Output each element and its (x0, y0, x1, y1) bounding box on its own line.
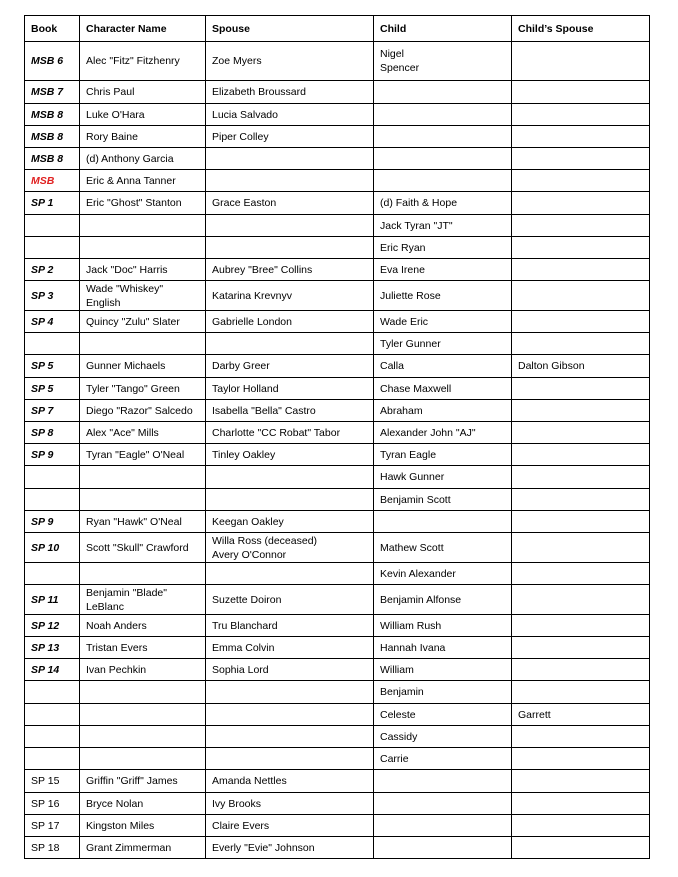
cell-book (25, 333, 80, 355)
cell-childs-spouse (512, 793, 650, 815)
cell-child: Eric Ryan (374, 237, 512, 259)
cell-book: MSB 8 (25, 126, 80, 148)
cell-character-name: Noah Anders (80, 615, 206, 637)
cell-book: MSB 8 (25, 104, 80, 126)
cell-childs-spouse (512, 311, 650, 333)
cell-character-name: (d) Anthony Garcia (80, 148, 206, 170)
table-row (25, 170, 650, 192)
cell-book: SP 17 (25, 815, 80, 837)
cell-spouse (206, 148, 374, 170)
cell-child: Wade Eric (374, 311, 512, 333)
cell-spouse (206, 489, 374, 511)
cell-book (25, 681, 80, 704)
cell-book: SP 3 (25, 281, 80, 311)
cell-childs-spouse (512, 192, 650, 215)
table-row (25, 681, 650, 704)
cell-childs-spouse (512, 563, 650, 585)
cell-character-name (80, 704, 206, 726)
cell-childs-spouse (512, 585, 650, 615)
cell-childs-spouse (512, 281, 650, 311)
cell-child (374, 770, 512, 793)
cell-spouse (206, 237, 374, 259)
cell-childs-spouse (512, 466, 650, 489)
cell-childs-spouse (512, 81, 650, 104)
table-body (25, 42, 650, 859)
cell-character-name (80, 215, 206, 237)
cell-book (25, 726, 80, 748)
cell-book (25, 237, 80, 259)
cell-spouse: Tinley Oakley (206, 444, 374, 466)
cell-spouse: Suzette Doiron (206, 585, 374, 615)
cell-child: Calla (374, 355, 512, 378)
cell-character-name: Chris Paul (80, 81, 206, 104)
cell-childs-spouse (512, 400, 650, 422)
cell-child: Abraham (374, 400, 512, 422)
cell-childs-spouse (512, 615, 650, 637)
cell-childs-spouse (512, 815, 650, 837)
cell-childs-spouse (512, 511, 650, 533)
cell-child: Tyler Gunner (374, 333, 512, 355)
cell-book: MSB 6 (25, 42, 80, 81)
cell-character-name (80, 726, 206, 748)
cell-character-name: Wade "Whiskey" English (80, 281, 206, 311)
cell-child: Alexander John "AJ" (374, 422, 512, 444)
cell-spouse: Sophia Lord (206, 659, 374, 681)
table-row (25, 281, 650, 311)
cell-spouse (206, 748, 374, 770)
cell-book (25, 215, 80, 237)
cell-childs-spouse (512, 533, 650, 563)
cell-book: SP 5 (25, 378, 80, 400)
table-row (25, 81, 650, 104)
table-row (25, 466, 650, 489)
cell-childs-spouse (512, 726, 650, 748)
cell-child (374, 104, 512, 126)
cell-childs-spouse: Dalton Gibson (512, 355, 650, 378)
cell-character-name: Alec "Fitz" Fitzhenry (80, 42, 206, 81)
cell-character-name: Quincy "Zulu" Slater (80, 311, 206, 333)
table-row (25, 533, 650, 563)
cell-book: MSB (25, 170, 80, 192)
cell-book: SP 18 (25, 837, 80, 859)
cell-character-name: Eric & Anna Tanner (80, 170, 206, 192)
cell-child: Celeste (374, 704, 512, 726)
cell-book: SP 1 (25, 192, 80, 215)
cell-childs-spouse (512, 126, 650, 148)
table-row (25, 615, 650, 637)
cell-childs-spouse (512, 637, 650, 659)
cell-spouse: Aubrey "Bree" Collins (206, 259, 374, 281)
cell-spouse: Ivy Brooks (206, 793, 374, 815)
cell-character-name: Jack "Doc" Harris (80, 259, 206, 281)
cell-book (25, 748, 80, 770)
cell-spouse: Taylor Holland (206, 378, 374, 400)
cell-child: Nigel Spencer (374, 42, 512, 81)
cell-book: SP 16 (25, 793, 80, 815)
cell-childs-spouse (512, 748, 650, 770)
table-row (25, 444, 650, 466)
cell-child: Hawk Gunner (374, 466, 512, 489)
cell-spouse (206, 704, 374, 726)
table-row (25, 726, 650, 748)
table-row (25, 333, 650, 355)
cell-character-name: Ryan "Hawk" O'Neal (80, 511, 206, 533)
table-row (25, 237, 650, 259)
cell-character-name: Griffin "Griff" James (80, 770, 206, 793)
cell-childs-spouse (512, 659, 650, 681)
cell-spouse: Katarina Krevnyv (206, 281, 374, 311)
table-header-row (25, 16, 650, 42)
cell-childs-spouse (512, 215, 650, 237)
cell-child: William (374, 659, 512, 681)
cell-child: Jack Tyran "JT" (374, 215, 512, 237)
cell-childs-spouse (512, 770, 650, 793)
cell-spouse: Zoe Myers (206, 42, 374, 81)
cell-spouse (206, 170, 374, 192)
cell-character-name: Tyran "Eagle" O'Neal (80, 444, 206, 466)
cell-character-name: Diego "Razor" Salcedo (80, 400, 206, 422)
cell-book (25, 466, 80, 489)
cell-childs-spouse (512, 42, 650, 81)
table-row (25, 148, 650, 170)
cell-child (374, 837, 512, 859)
cell-childs-spouse (512, 104, 650, 126)
cell-spouse: Darby Greer (206, 355, 374, 378)
cell-spouse (206, 215, 374, 237)
cell-character-name (80, 563, 206, 585)
cell-book: SP 14 (25, 659, 80, 681)
cell-book: SP 8 (25, 422, 80, 444)
header-child: Child (374, 16, 512, 42)
cell-spouse: Keegan Oakley (206, 511, 374, 533)
cell-childs-spouse (512, 837, 650, 859)
cell-book: SP 2 (25, 259, 80, 281)
cell-childs-spouse (512, 681, 650, 704)
cell-book (25, 704, 80, 726)
cell-child (374, 126, 512, 148)
cell-child (374, 148, 512, 170)
table-row (25, 126, 650, 148)
cell-child: Benjamin Alfonse (374, 585, 512, 615)
header-character-name: Character Name (80, 16, 206, 42)
cell-book: SP 13 (25, 637, 80, 659)
cell-character-name: Gunner Michaels (80, 355, 206, 378)
cell-character-name (80, 466, 206, 489)
cell-character-name: Alex "Ace" Mills (80, 422, 206, 444)
cell-book: SP 15 (25, 770, 80, 793)
cell-character-name: Luke O'Hara (80, 104, 206, 126)
cell-spouse: Gabrielle London (206, 311, 374, 333)
table-row (25, 659, 650, 681)
cell-book (25, 563, 80, 585)
cell-child (374, 793, 512, 815)
cell-child: Cassidy (374, 726, 512, 748)
cell-character-name: Kingston Miles (80, 815, 206, 837)
cell-child: Eva Irene (374, 259, 512, 281)
cell-childs-spouse (512, 237, 650, 259)
cell-childs-spouse (512, 489, 650, 511)
cell-spouse (206, 563, 374, 585)
cell-character-name (80, 489, 206, 511)
cell-spouse: Isabella "Bella" Castro (206, 400, 374, 422)
table-row (25, 422, 650, 444)
cell-book: SP 5 (25, 355, 80, 378)
cell-spouse: Elizabeth Broussard (206, 81, 374, 104)
cell-child (374, 81, 512, 104)
table-row (25, 837, 650, 859)
table-row (25, 748, 650, 770)
cell-childs-spouse (512, 422, 650, 444)
table-row (25, 563, 650, 585)
table-row (25, 259, 650, 281)
cell-book: SP 10 (25, 533, 80, 563)
cell-book: MSB 7 (25, 81, 80, 104)
cell-character-name (80, 333, 206, 355)
cell-spouse: Tru Blanchard (206, 615, 374, 637)
cell-book: SP 9 (25, 444, 80, 466)
table-row (25, 489, 650, 511)
document-page (24, 15, 649, 859)
cell-child: Mathew Scott (374, 533, 512, 563)
table-row (25, 770, 650, 793)
header-childs-spouse: Child’s Spouse (512, 16, 650, 42)
cell-child: Kevin Alexander (374, 563, 512, 585)
cell-spouse: Lucia Salvado (206, 104, 374, 126)
cell-book: SP 7 (25, 400, 80, 422)
table-row (25, 704, 650, 726)
cell-childs-spouse (512, 259, 650, 281)
cell-character-name: Ivan Pechkin (80, 659, 206, 681)
cell-child (374, 511, 512, 533)
cell-book: SP 4 (25, 311, 80, 333)
cell-spouse: Charlotte "CC Robat" Tabor (206, 422, 374, 444)
table-row (25, 192, 650, 215)
cell-character-name (80, 748, 206, 770)
cell-character-name: Benjamin "Blade" LeBlanc (80, 585, 206, 615)
table-row (25, 104, 650, 126)
cell-child: (d) Faith & Hope (374, 192, 512, 215)
cell-spouse: Willa Ross (deceased) Avery O'Connor (206, 533, 374, 563)
cell-spouse: Emma Colvin (206, 637, 374, 659)
table-row (25, 42, 650, 81)
header-book: Book (25, 16, 80, 42)
table-row (25, 511, 650, 533)
cell-child: Carrie (374, 748, 512, 770)
cell-character-name (80, 237, 206, 259)
table-row (25, 637, 650, 659)
cell-character-name: Rory Baine (80, 126, 206, 148)
cell-child: Chase Maxwell (374, 378, 512, 400)
cell-spouse (206, 726, 374, 748)
cell-character-name (80, 681, 206, 704)
cell-childs-spouse (512, 148, 650, 170)
cell-book: SP 11 (25, 585, 80, 615)
table-row (25, 378, 650, 400)
character-table (24, 15, 650, 859)
cell-book: SP 9 (25, 511, 80, 533)
cell-childs-spouse (512, 444, 650, 466)
cell-spouse: Amanda Nettles (206, 770, 374, 793)
table-row (25, 311, 650, 333)
cell-child (374, 170, 512, 192)
cell-book: SP 12 (25, 615, 80, 637)
cell-spouse: Everly "Evie" Johnson (206, 837, 374, 859)
table-row (25, 793, 650, 815)
cell-spouse: Piper Colley (206, 126, 374, 148)
cell-child: William Rush (374, 615, 512, 637)
cell-childs-spouse (512, 333, 650, 355)
cell-childs-spouse: Garrett (512, 704, 650, 726)
cell-child (374, 815, 512, 837)
cell-child: Benjamin (374, 681, 512, 704)
table-row (25, 400, 650, 422)
cell-child: Hannah Ivana (374, 637, 512, 659)
cell-childs-spouse (512, 378, 650, 400)
cell-character-name: Tyler "Tango" Green (80, 378, 206, 400)
cell-spouse (206, 333, 374, 355)
cell-child: Benjamin Scott (374, 489, 512, 511)
cell-character-name: Grant Zimmerman (80, 837, 206, 859)
cell-spouse: Grace Easton (206, 192, 374, 215)
cell-spouse (206, 681, 374, 704)
cell-character-name: Tristan Evers (80, 637, 206, 659)
cell-character-name: Bryce Nolan (80, 793, 206, 815)
header-spouse: Spouse (206, 16, 374, 42)
cell-child: Juliette Rose (374, 281, 512, 311)
cell-childs-spouse (512, 170, 650, 192)
cell-child: Tyran Eagle (374, 444, 512, 466)
table-row (25, 585, 650, 615)
cell-character-name: Scott "Skull" Crawford (80, 533, 206, 563)
table-row (25, 215, 650, 237)
cell-spouse (206, 466, 374, 489)
table-row (25, 355, 650, 378)
cell-spouse: Claire Evers (206, 815, 374, 837)
cell-book (25, 489, 80, 511)
cell-character-name: Eric "Ghost" Stanton (80, 192, 206, 215)
table-row (25, 815, 650, 837)
cell-book: MSB 8 (25, 148, 80, 170)
